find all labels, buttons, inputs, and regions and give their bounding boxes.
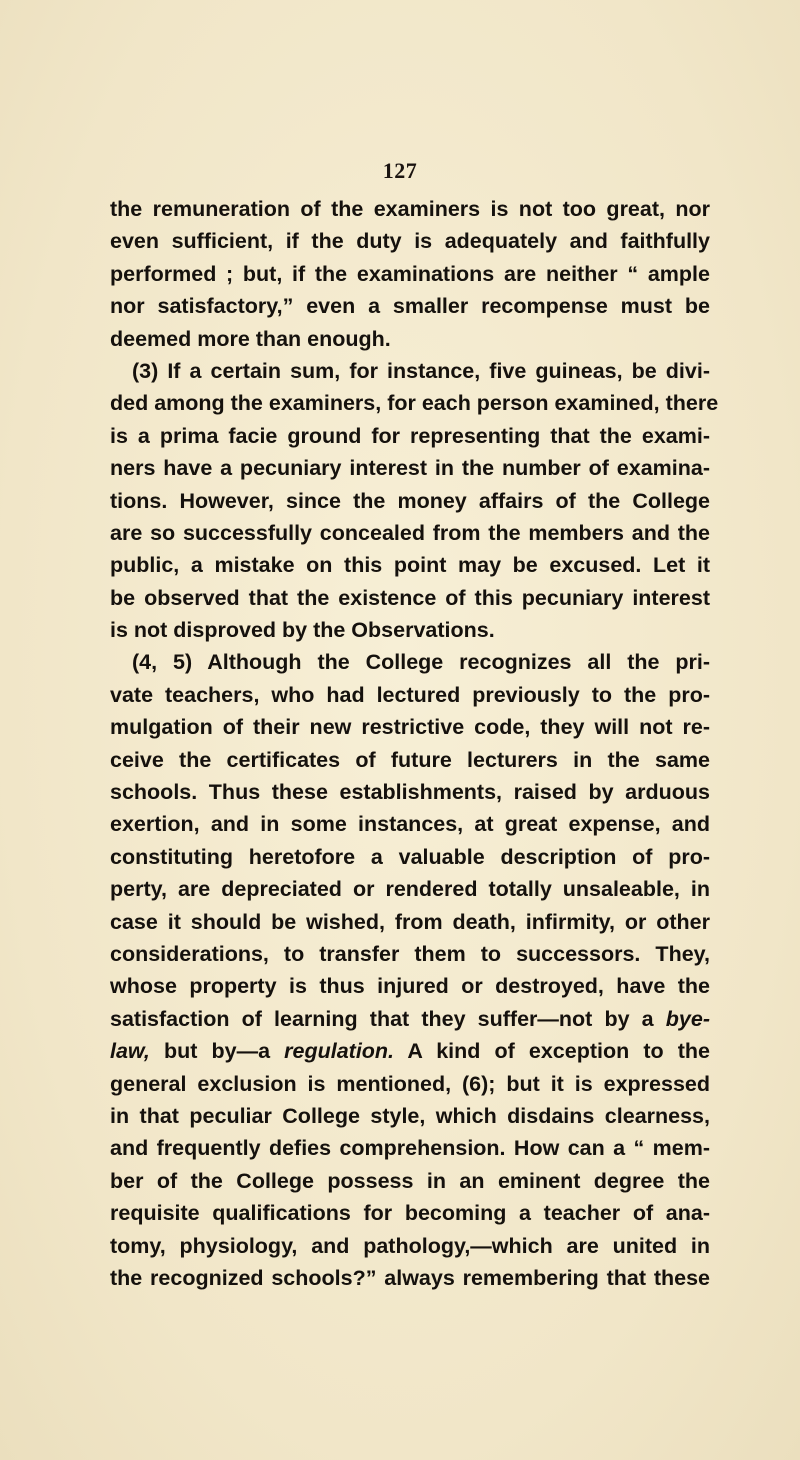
line-text: A kind of exception to the [407, 1039, 710, 1064]
page-number: 127 [382, 158, 418, 183]
text-line: constituting heretofore a valuable description of pro- [110, 844, 710, 869]
text-line: the recognized schools?” always remembering that these [110, 1265, 710, 1290]
text-line: is a prima facie ground for representing that the exami- [110, 423, 710, 448]
text-line: exertion, and in some instances, at great expense, and [110, 812, 710, 837]
text-line: the remuneration of the examiners is not too great, nor [110, 197, 710, 221]
text-line: tomy, physiology, and pathology,—which are united in [110, 1233, 710, 1258]
text-line: tions. However, since the money affairs of the College [110, 488, 710, 513]
text-line: whose property is thus injured or destroyed, have the [110, 974, 710, 999]
italic-word: bye- [665, 1006, 710, 1031]
text-line: case it should be wished, from death, infirmity, or other [110, 909, 710, 934]
text-line: ners have a pecuniary interest in the number of examina- [110, 456, 710, 481]
text-line: perty, are depreciated or rendered totally unsaleable, in [110, 877, 710, 902]
text-line: ber of the College possess in an eminent degree the [110, 1168, 710, 1193]
text-line: and frequently defies comprehension. How can a “ mem- [110, 1136, 710, 1161]
text-line: schools. Thus these establishments, raised by arduous [110, 780, 710, 805]
text-line: public, a mistake on this point may be excused. Let it [110, 553, 710, 578]
line-text: satisfaction of learning that they suffer—not by a [110, 1006, 654, 1031]
text-line: be observed that the existence of this pecuniary interest [110, 585, 710, 610]
text-line: deemed more than enough. [110, 326, 391, 351]
text-line-with-italic [110, 1035, 710, 1067]
text-line: considerations, to transfer them to successors. They, [110, 941, 710, 966]
paragraph-start-line: (3) If a certain sum, for instance, five guineas, be divi- [132, 358, 710, 383]
text-line: general exclusion is mentioned, (6); but it is expressed [110, 1071, 710, 1096]
text-line: in that peculiar College style, which disdains clearness, [110, 1103, 710, 1128]
line-text: but by—a [163, 1039, 271, 1064]
text-line: even sufficient, if the duty is adequately and faithfully [110, 229, 710, 254]
italic-word: law, [110, 1039, 150, 1064]
text-line: is not disproved by the Observations. [110, 618, 495, 643]
text-line: requisite qualifications for becoming a teacher of ana- [110, 1201, 710, 1226]
paragraph-start-line: (4, 5) Although the College recognizes all the pri- [132, 650, 710, 675]
text-line: ded among the examiners, for each person examined, there [110, 391, 719, 416]
text-line: are so successfully concealed from the members and the [110, 520, 710, 545]
text-line-with-italic [110, 1003, 710, 1035]
text-line: mulgation of their new restrictive code, they will not re- [110, 715, 710, 740]
text-line: ceive the certificates of future lecturers in the same [110, 747, 710, 772]
body-text [110, 193, 719, 1294]
text-line: vate teachers, who had lectured previously to the pro- [110, 682, 710, 707]
text-line: nor satisfactory,” even a smaller recompense must be [110, 294, 710, 319]
text-line: performed ; but, if the examinations are neither “ ample [110, 261, 710, 286]
italic-word: regulation. [284, 1039, 395, 1064]
